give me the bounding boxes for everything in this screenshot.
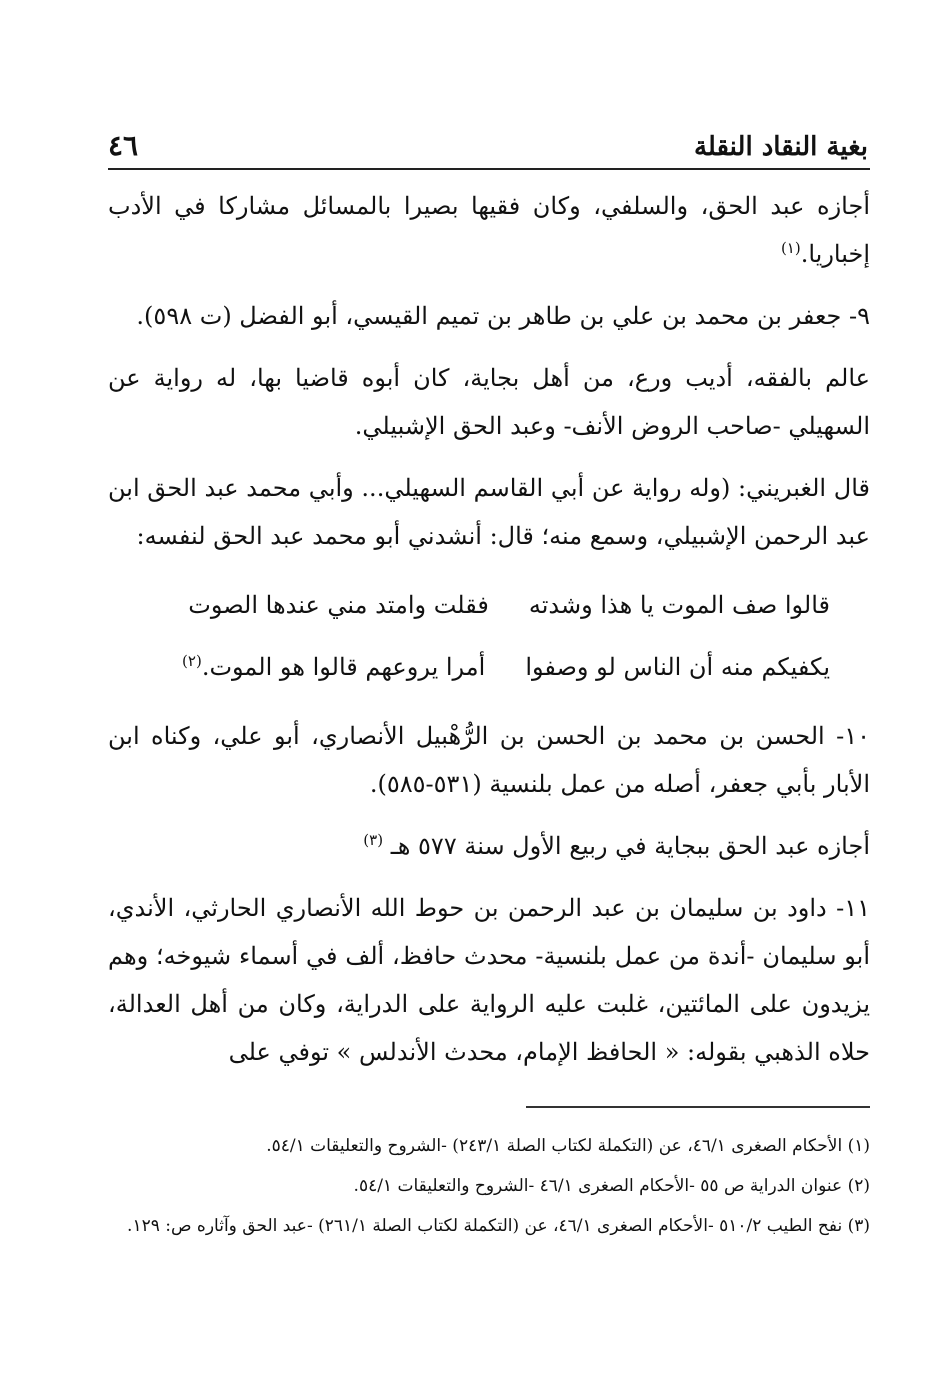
entry-heading: ١١- داود بن سليمان بن عبد الرحمن بن حوط الله الأنصاري الحارثي، الأندي، أبو سليمان -أندة من عمل بلنسية- محدث حافظ، ألف في أسماء شيوخه؛ وهم يزيدون على المائتين، غلبت عليه الرواية على الدراية، وكان من أهل العدالة، حلاه الذهبي بقوله: « الحافظ الإمام، محدث الأندلس » توفي على bbox=[108, 894, 870, 1066]
header-rule bbox=[108, 168, 870, 170]
entry-heading: ١٠- الحسن بن محمد بن الحسن بن الرُّهْبيل الأنصاري، أبو علي، وكناه ابن الأبار بأبي جعفر، أصله من عمل بلنسية (٥٣١-٥٨٥). bbox=[108, 722, 870, 798]
footnotes bbox=[108, 1130, 870, 1250]
paragraph: عالم بالفقه، أديب ورع، من أهل بجاية، كان أبوه قاضيا بها، له رواية عن السهيلي -صاحب الروض الأنف- وعبد الحق الإشبيلي. bbox=[108, 364, 870, 440]
running-title: بغية النقاد النقلة bbox=[693, 132, 868, 162]
hemistich-first: يكفيكم منه أن الناس لو وصفوا bbox=[525, 653, 830, 681]
footnote-ref: (١) bbox=[780, 239, 801, 257]
footnote: (٢) عنوان الدراية ص ٥٥ -الأحكام الصغرى ٤٦/١ -الشروح والتعليقات ٥٤/١. bbox=[353, 1176, 870, 1196]
hemistich-second: فقلت وامتد مني عندها الصوت bbox=[188, 591, 489, 619]
verse bbox=[108, 636, 870, 698]
paragraph-text: أجازه عبد الحق ببجاية في ربيع الأول سنة ٥٧٧ هـ bbox=[390, 832, 870, 860]
footnote-rule bbox=[526, 1106, 870, 1108]
page-number: ٤٦ bbox=[108, 129, 139, 162]
hemistich-text: أمرا يروعهم قالوا هو الموت. bbox=[201, 653, 486, 681]
paragraph-text: أجازه عبد الحق، والسلفي، وكان فقيها بصيرا بالمسائل مشاركا في الأدب إخباريا. bbox=[108, 192, 870, 268]
verse bbox=[108, 574, 870, 636]
hemistich-first: قالوا صف الموت يا هذا وشدته bbox=[528, 591, 830, 619]
paragraph bbox=[108, 822, 870, 870]
footnote-ref: (٣) bbox=[363, 831, 384, 849]
hemistich-second bbox=[182, 636, 485, 698]
footnote: (٣) نفح الطيب ٥١٠/٢ -الأحكام الصغرى ٤٦/١، عن (التكملة لكتاب الصلة ٢٦١/١) -عبد الحق وآثاره ص: ١٢٩. bbox=[127, 1216, 870, 1236]
page-header bbox=[108, 112, 868, 162]
poem bbox=[108, 574, 870, 698]
page-body bbox=[108, 182, 870, 1090]
footnote-ref: (٢) bbox=[182, 652, 202, 670]
paragraph bbox=[108, 182, 870, 278]
footnote: (١) الأحكام الصغرى ٤٦/١، عن (التكملة لكتاب الصلة ٢٤٣/١) -الشروح والتعليقات ٥٤/١. bbox=[266, 1136, 870, 1156]
entry-heading: ٩- جعفر بن محمد بن علي بن طاهر بن تميم القيسي، أبو الفضل (ت ٥٩٨). bbox=[136, 302, 870, 330]
paragraph: قال الغبريني: (وله رواية عن أبي القاسم السهيلي... وأبي محمد عبد الحق ابن عبد الرحمن الإشبيلي، وسمع منه؛ قال: أنشدني أبو محمد عبد الحق لنفسه: bbox=[108, 474, 870, 550]
